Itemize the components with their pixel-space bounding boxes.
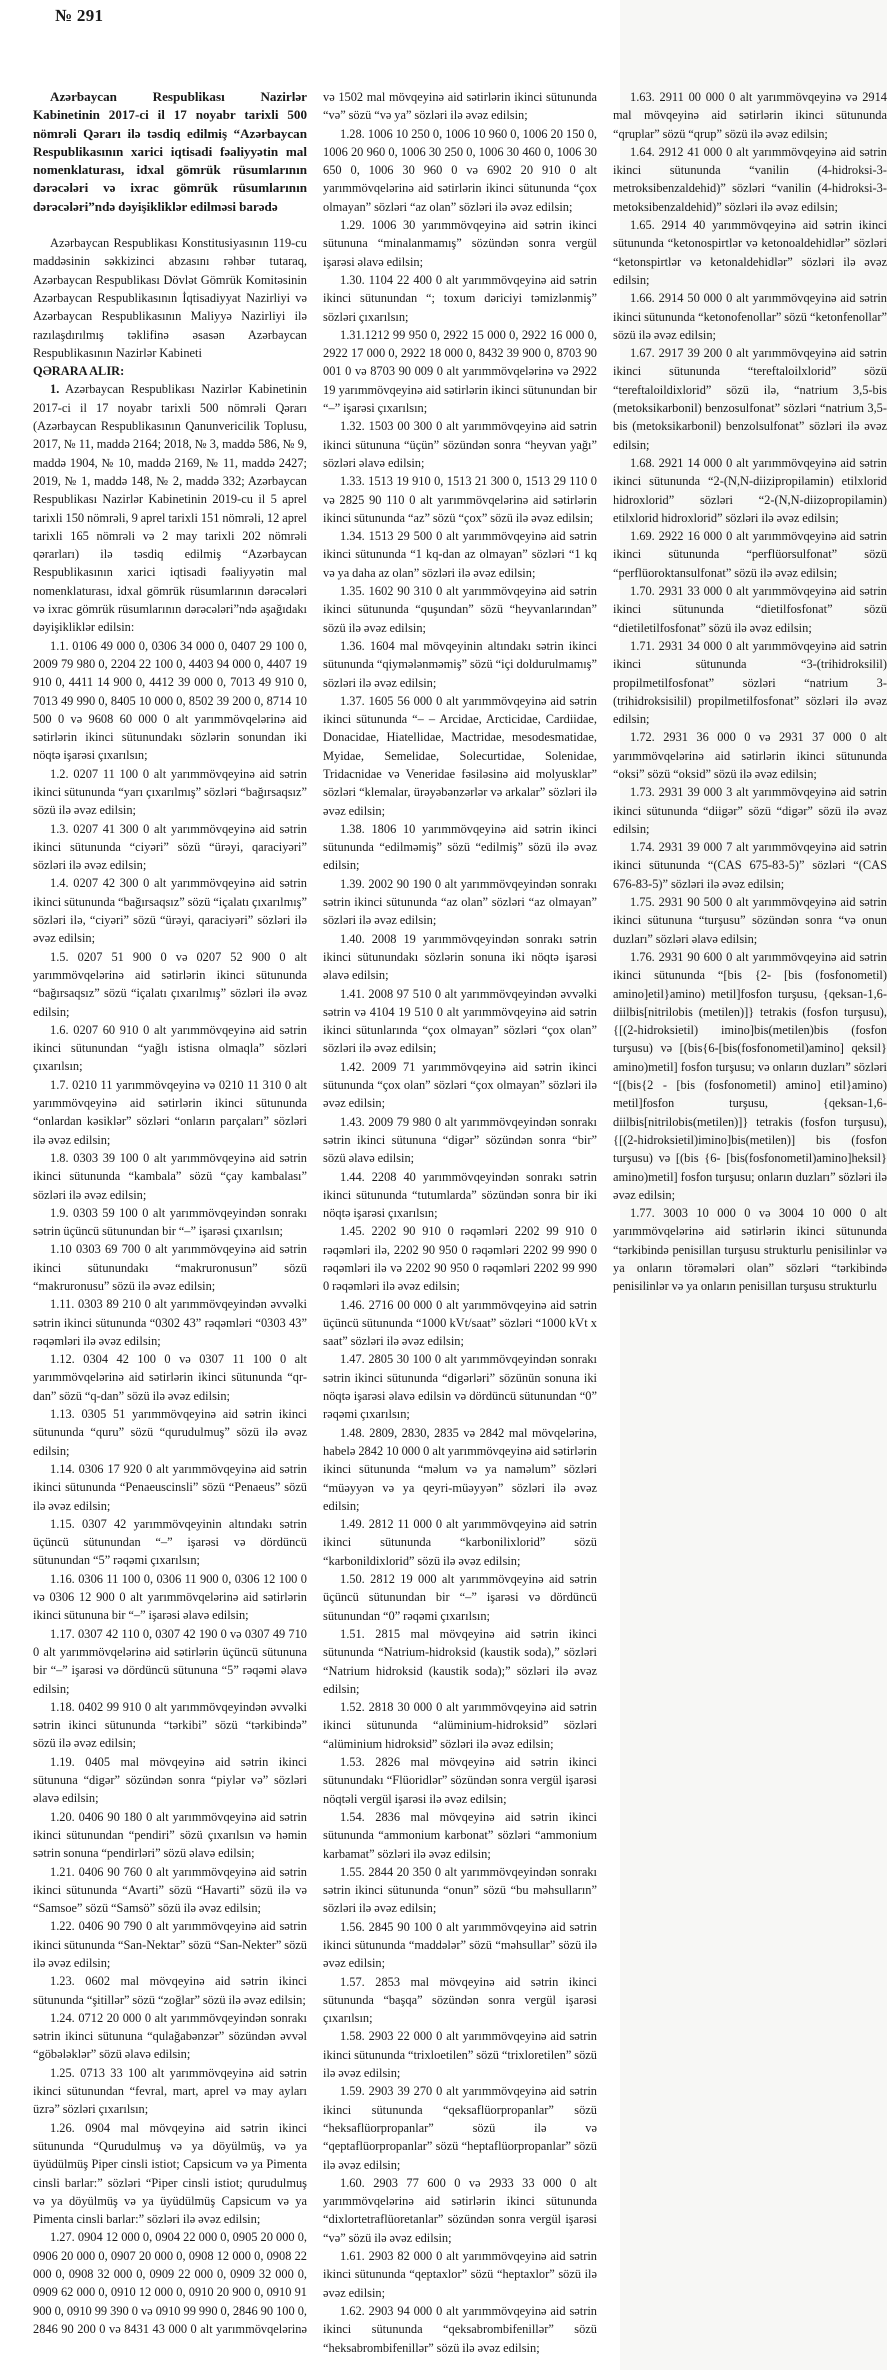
subclause-item: 1.47. 2805 30 100 0 alt yarımmövqeyindən sonrakı sətrin ikinci sütununda “digərləri” sözünün sonuna iki nöqtə işarəsi əlavə edilsin və dördüncü sütunundan “0” rəqəmi çıxarılsın; — [323, 1352, 597, 1422]
subclause-item: 1.41. 2008 97 510 0 alt yarımmövqeyindən əvvəlki sətrin və 4104 19 510 0 alt yarımmövqeyinə aid sətrin ikinci sütunlarında “çox olmayan” sözləri “çox olan” sözləri ilə əvəz edilsin; — [323, 986, 597, 1056]
subclause-item: 1.75. 2931 90 500 0 alt yarımmövqeyinə aid sətrin ikinci sütununa “turşusu” sözündən sonra “və onun duzları” sözləri əlavə edilsin; — [613, 895, 887, 946]
subclause-item: 1.29. 1006 30 yarımmövqeyinə aid sətrin ikinci sütununa “minalanmamış” sözündən sonra vergül işarəsi əlavə edilsin; — [323, 218, 597, 269]
subclause-item: 1.26. 0904 mal mövqeyinə aid sətrin ikinci sütununda “Qurudulmuş və ya döyülmüş, və ya üyüdülmüş Piper cinsli istiot; Capsicum və ya Pimenta cinsli barlar:” sözləri “Piper cinsli istiot; qurudulmuş və ya döyülmüş və ya üyüdülmüş Capsicum və ya Pimenta cinsli barlar:” sözləri ilə əvəz edilsin; — [33, 2120, 307, 2227]
subclause-item: 1.14. 0306 17 920 0 alt yarımmövqeyinə aid sətrin ikinci sütununda “Penaeuscinsli” sözü “Penaeus” sözü ilə əvəz edilsin; — [33, 1461, 307, 1513]
subclause-item: 1.55. 2844 20 350 0 alt yarımmövqeyindən sonrakı sətrin ikinci sütununda “onun” sözü “bu məhsulların” sözləri ilə əvəz edilsin; — [323, 1864, 597, 1916]
subclause-item: 1.53. 2826 mal mövqeyinə aid sətrin ikinci sütunundakı “Flüoridlər” sözündən sonra vergül işarəsi nöqtəli vergül işarəsi ilə əvəz edilsin; — [323, 1755, 597, 1806]
subclause-item: 1.74. 2931 39 000 7 alt yarımmövqeyinə aid sətrin ikinci sütununda “(CAS 675-83-5)” sözləri “(CAS 676-83-5)” sözləri ilə əvəz edilsin; — [613, 840, 887, 891]
subclause-item: 1.4. 0207 42 300 0 alt yarımmövqeyinə aid sətrin ikinci sütununda “bağırsaqsız” sözü “içalatı çıxarılmış” sözləri ilə, “ciyəri” sözü “ürəyi, qaraciyəri” sözləri ilə əvəz edilsin; — [33, 876, 307, 946]
subclause-item: 1.56. 2845 90 100 0 alt yarımmövqeyinə aid sətrin ikinci sütununda “maddələr” sözü “məhsullar” sözü ilə əvəz edilsin; — [323, 1919, 597, 1971]
subclause-item: 1.12. 0304 42 100 0 və 0307 11 100 0 alt yarımmövqelərinə aid sətirlərin ikinci sütununda “qr-dan” sözü “q-dan” sözü ilə əvəz edilsin; — [33, 1352, 307, 1403]
subclause-item: 1.58. 2903 22 000 0 alt yarımmövqeyinə aid sətrin ikinci sütununda “trixloetilen” sözü “trixloretilen” sözü ilə əvəz edilsin; — [323, 2029, 597, 2081]
subclause-item: 1.50. 2812 19 000 alt yarımmövqeyinə aid sətrin üçüncü sütunundan bir “–” işarəsi və dördüncü sütunundan “0” rəqəmi çıxarılsın; — [323, 1572, 597, 1623]
subclause-item: 1.59. 2903 39 270 0 alt yarımmövqeyinə aid sətrin ikinci sütununda “qeksaflüorpropanlar” sözü “heksaflüorpropanlar” sözü ilə və “qeptaflüorpropanlar” sözü “heptaflüorpropanlar” sözü ilə əvəz edilsin; — [323, 2084, 597, 2172]
subclause-item: 1.67. 2917 39 200 0 alt yarımmövqeyinə aid sətrin ikinci sütununda “tereftaloilxlorid” sözü “tereftaloildixlorid” sözü ilə, “natrium 3,5-bis (metoksikarbonil) benzosulfonat” sözləri “natrium 3,5-bis (metoksikarbonil) benzolsulfonat” sözləri ilə əvəz edilsin; — [613, 346, 887, 452]
subclause-item: 1.33. 1513 19 910 0, 1513 21 300 0, 1513 29 110 0 və 2825 90 110 0 alt yarımmövqelərinə aid sətirlərin ikinci sütununda “az” sözü “çox” sözü ilə əvəz edilsin; — [323, 474, 597, 525]
subclause-item: 1.42. 2009 71 yarımmövqeyinə aid sətrin ikinci sütununda “çox olan” sözləri “çox olmayan” sözləri ilə əvəz edilsin; — [323, 1059, 597, 1111]
two-column-text-body — [33, 88, 887, 2366]
subclause-item: 1.57. 2853 mal mövqeyinə aid sətrin ikinci sütununda “başqa” sözündən sonra vergül işarəsi çıxarılsın; — [323, 1974, 597, 2026]
subclause-item: 1.39. 2002 90 190 0 alt yarımmövqeyindən sonrakı sətrin ikinci sütununda “az olan” sözləri “az olmayan” sözləri ilə əvəz edilsin; — [323, 876, 597, 928]
clause-1-text: Azərbaycan Respublikası Nazirlər Kabinetinin 2017-ci il 17 noyabr tarixli 500 nömrəli Qərarı (Azərbaycan Respublikasının Qanunvericilik Toplusu, 2017, № 11, maddə 2164; 2018, № 3, maddə 586, № 9, maddə 1904, № 10, maddə 2169, № 11, maddə 2427; 2019, № 1, maddə 148, № 2, maddə 332; Azərbaycan Respublikası Nazirlər Kabinetinin 2019-cu il 5 aprel tarixli 150 nömrəli, 9 aprel tarixli 151 nömrəli, 12 aprel tarixli 165 nömrəli və 2 may tarixli 202 nömrəli qərarları) ilə təsdiq edilmiş “Azərbaycan Respublikasının xarici iqtisadi fəaliyyətin mal nomenklaturası, idxal gömrük rüsumlarının dərəcələri və ixrac gömrük rüsumlarının dərəcələri”ndə aşağıdakı dəyişikliklər edilsin: — [33, 382, 307, 635]
subclause-item: 1.30. 1104 22 400 0 alt yarımmövqeyinə aid sətrin ikinci sütunundan “; toxum dəriciyi təmizlənmiş” sözləri çıxarılsın; — [323, 272, 597, 324]
subclause-item: 1.77. 3003 10 000 0 və 3004 10 000 0 alt yarımmövqelərinə aid sətirlərin ikinci sütununda “tərkibində penisillan turşusu strukturlu penisilinlər və ya onların törəmələri olan” sözləri “tərkibində penisilinlər və ya onların penisillan turşusu strukturlu — [613, 1206, 887, 1294]
decree-word: QƏRARA ALIR: — [33, 364, 125, 379]
subclause-item: 1.16. 0306 11 100 0, 0306 11 900 0, 0306 12 100 0 və 0306 12 900 0 alt yarımmövqelərinə aid sətirlərin ikinci sütununa bir “–” işarəsi əlavə edilsin; — [33, 1571, 307, 1623]
subclause-item: 1.15. 0307 42 yarımmövqeyinin altındakı sətrin üçüncü sütunundan “–” işarəsi və dördüncü sütunundan “5” rəqəmi çıxarılsın; — [33, 1516, 307, 1568]
subclause-item: 1.52. 2818 30 000 0 alt yarımmövqeyinə aid sətrin ikinci sütununda “alüminium-hidroksid” sözləri “alüminium hidroksid” sözləri ilə əvəz edilsin; — [323, 1700, 597, 1751]
subclause-item: 1.69. 2922 16 000 0 alt yarımmövqeyinə aid sətrin ikinci sütununda “perflüorsulfonat” sözü “perflüoroktansulfonat” sözü ilə əvəz edilsin; — [613, 529, 887, 580]
subclause-item: 1.24. 0712 20 000 0 alt yarımmövqeyindən sonrakı sətrin ikinci sütununa “qulağabənzər” sözündən əvvəl “göbələklər” sözü əlavə edilsin; — [33, 2010, 307, 2062]
subclause-item: 1.31.1212 99 950 0, 2922 15 000 0, 2922 16 000 0, 2922 17 000 0, 2922 18 000 0, 8432 39 900 0, 8703 90 001 0 və 8703 90 009 0 alt yarımmövqelərinə və 2922 19 yarımmövqeyinə aid sətirlərin ikinci sütunundan bir “–” işarəsi çıxarılsın; — [323, 327, 597, 416]
subclause-item: 1.13. 0305 51 yarımmövqeyinə aid sətrin ikinci sütununda “quru” sözü “qurudulmuş” sözü ilə əvəz edilsin; — [33, 1407, 307, 1458]
subclause-item: 1.5. 0207 51 900 0 və 0207 52 900 0 alt yarımmövqelərinə aid sətirlərin ikinci sütununda “bağırsaqsız” sözü “içalatı çıxarılmış” sözləri ilə əvəz edilsin; — [33, 949, 307, 1019]
subclause-item: 1.44. 2208 40 yarımmövqeyindən sonrakı sətrin ikinci sütununda “tutumlarda” sözündən sonra bir iki nöqtə işarəsi çıxarılsın; — [323, 1169, 597, 1221]
doc-number: № 291 — [55, 6, 104, 25]
subclause-item: 1.63. 2911 00 000 0 alt yarımmövqeyinə və 2914 mal mövqeyinə aid sətirlərin ikinci sütununda “qruplar” sözü “qrup” sözü ilə əvəz edilsin; — [613, 90, 887, 141]
subclause-item: 1.23. 0602 mal mövqeyinə aid sətrin ikinci sütununda “şitillər” sözü “zoğlar” sözü ilə əvəz edilsin; — [33, 1974, 307, 2007]
subclause-item: 1.40. 2008 19 yarımmövqeyindən sonrakı sətrin ikinci sütunundakı sözlərin sonuna iki nöqtə işarəsi əlavə edilsin; — [323, 931, 597, 983]
subclause-item: 1.49. 2812 11 000 0 alt yarımmövqeyinə aid sətrin ikinci sütununda “karbonilixlorid” sözü “karbonildixlorid” sözü ilə əvəz edilsin; — [323, 1517, 597, 1568]
subclause-item: 1.46. 2716 00 000 0 alt yarımmövqeyinə aid sətrin üçüncü sütununda “1000 kVt/saat” sözləri “1000 kVt x saat” sözləri ilə əvəz edilsin; — [323, 1297, 597, 1349]
subclause-item: 1.21. 0406 90 760 0 alt yarımmövqeyinə aid sətrin ikinci sütununda “Avarti” sözü “Havarti” sözü ilə və “Samsoe” sözü “Samsö” sözü ilə əvəz edilsin; — [33, 1864, 307, 1916]
subclause-item: 1.51. 2815 mal mövqeyinə aid sətrin ikinci sütununda “Natrium-hidroksid (kaustik soda),” sözləri “Natrium hidroksid (kaustik soda);” sözləri ilə əvəz edilsin; — [323, 1626, 597, 1696]
subclause-item: 1.20. 0406 90 180 0 alt yarımmövqeyinə aid sətrin ikinci sütunundan “pendiri” sözü çıxarılsın və həmin sətrin sonuna “pendirləri” sözü əlavə edilsin; — [33, 1809, 307, 1861]
subclause-item: 1.19. 0405 mal mövqeyinə aid sətrin ikinci sütununa “digər” sözündən sonra “piylər və” sözləri əlavə edilsin; — [33, 1754, 307, 1806]
subclause-item: 1.68. 2921 14 000 0 alt yarımmövqeyinə aid sətrin ikinci sütununda “2-(N,N-diizipropilamin) etilxlorid hidroxlorid” sözləri “2-(N,N-diizopropilamin) etilxlorid hidroxlorid” sözləri ilə əvəz edilsin; — [613, 455, 887, 525]
subclause-item: 1.45. 2202 90 910 0 rəqəmləri 2202 99 910 0 rəqəmləri ilə, 2202 90 950 0 rəqəmləri 2202 99 990 0 rəqəmləri ilə və 2202 90 950 0 rəqəmləri 2202 99 990 0 rəqəmləri ilə əvəz edilsin; — [323, 1224, 597, 1294]
subclause-item: 1.22. 0406 90 790 0 alt yarımmövqeyinə aid sətrin ikinci sütununda “San-Nektar” sözü “San-Nekter” sözü ilə əvəz edilsin; — [33, 1919, 307, 1970]
subclause-item: 1.62. 2903 94 000 0 alt yarımmövqeyinə aid sətrin ikinci sütununda “qeksabrombifenillər” sözü “heksabrombifenillər” sözü ilə əvəz edilsin; — [323, 2303, 597, 2355]
subclause-item: 1.73. 2931 39 000 3 alt yarımmövqeyinə aid sətrin ikinci sütununda “diigər” sözü “digər” sözü ilə əvəz edilsin; — [613, 785, 887, 836]
subclause-item: 1.27. 0904 12 000 0, 0904 22 000 0, 0905 20 000 0, 0906 20 000 0, 0907 20 000 0, 0908 12 000 0, 0908 22 000 0, 0908 32 000 0, 0909 22 000 0, 0909 32 000 0, 0909 62 000 0, 0910 12 000 0, 0910 20 900 0, 0910 91 900 0, 0910 99 390 0 və 0910 99 990 0, 2846 90 100 0, 2846 90 200 0 və 8431 43 000 0 alt yarımmövqelərinə və 1502 mal mövqeyinə aid sətirlərin ikinci sütununda “və” sözü “və ya” sözləri ilə əvəz edilsin; — [33, 90, 597, 2336]
subclause-item: 1.61. 2903 82 000 0 alt yarımmövqeyinə aid sətrin ikinci sütununda “qeptaxlor” sözü “heptaxlor” sözü ilə əvəz edilsin; — [323, 2249, 597, 2300]
clause-1-number: 1. — [50, 382, 60, 397]
subclause-item: 1.10 0303 69 700 0 alt yarımmövqeyinə aid sətrin ikinci sütunundakı “makruronusun” sözü “makruronusu” sözü ilə əvəz edilsin; — [33, 1242, 307, 1293]
subclause-item: 1.1. 0106 49 000 0, 0306 34 000 0, 0407 29 100 0, 2009 79 980 0, 2204 22 100 0, 4403 94 000 0, 4407 19 910 0, 4411 14 900 0, 4412 39 000 0, 7013 49 910 0, 7013 49 990 0, 8405 10 000 0, 8502 39 200 0, 8714 10 500 0 və 9608 60 000 0 alt yarımmövqelərinə aid sətirlərin ikinci sütunundakı sözlərin sonundan iki nöqtə işarəsi çıxarılsın; — [33, 638, 307, 763]
subclause-item: 1.38. 1806 10 yarımmövqeyinə aid sətrin ikinci sütununda “edilməmiş” sözü “edilmiş” sözü ilə əvəz edilsin; — [323, 821, 597, 873]
subclause-item: 1.48. 2809, 2830, 2835 və 2842 mal mövqelərinə, habelə 2842 10 000 0 alt yarımmövqeyinə aid sətirlərin ikinci sütununda “məlum və ya naməlum” sözləri “müəyyən və ya qeyri-müəyyən” sözləri ilə əvəz edilsin; — [323, 1425, 597, 1513]
subclause-item: 1.70. 2931 33 000 0 alt yarımmövqeyinə aid sətrin ikinci sütununda “dietilfosfonat” sözü “dietiletilfosfonat” sözü ilə əvəz edilsin; — [613, 584, 887, 635]
subclause-item: 1.72. 2931 36 000 0 və 2931 37 000 0 alt yarımmövqelərinə aid sətirlərin ikinci sütununda “oksi” sözü “oksid” sözü ilə əvəz edilsin; — [613, 730, 887, 781]
subclause-item: 1.25. 0713 33 100 alt yarımmövqeyinə aid sətrin ikinci sütunundan “fevral, mart, aprel və may ayları üzrə” sözləri çıxarılsın; — [33, 2065, 307, 2117]
subclause-item: 1.34. 1513 29 500 0 alt yarımmövqeyinə aid sətrin ikinci sütununda “1 kq-dan az olmayan” sözləri “1 kq və ya daha az olan” sözləri ilə əvəz edilsin; — [323, 529, 597, 580]
subclause-item: 1.43. 2009 79 980 0 alt yarımmövqeyindən sonrakı sətrin ikinci sütununa “digər” sözündən sonra “bir” sözü əlavə edilsin; — [323, 1114, 597, 1166]
subclause-item: 1.17. 0307 42 110 0, 0307 42 190 0 və 0307 49 710 0 alt yarımmövqelərinə aid sətirlərin üçüncü sütununa bir “–” işarəsi və dördüncü sütununa “5” rəqəmi əlavə edilsin; — [33, 1626, 307, 1696]
subclause-item: 1.35. 1602 90 310 0 alt yarımmövqeyinə aid sətrin ikinci sütununda “quşundan” sözü “heyvanlarından” sözü ilə əvəz edilsin; — [323, 584, 597, 635]
subclause-item: 1.2. 0207 11 100 0 alt yarımmövqeyinə aid sətrin ikinci sütununda “yarı çıxarılmış” sözləri “bağırsaqsız” sözü ilə əvəz edilsin; — [33, 766, 307, 818]
subclause-item: 1.8. 0303 39 100 0 alt yarımmövqeyinə aid sətrin ikinci sütununda “kambala” sözü “çay kambalası” sözləri ilə əvəz edilsin; — [33, 1150, 307, 1202]
subclause-item: 1.37. 1605 56 000 0 alt yarımmövqeyinə aid sətrin ikinci sütununda “– – Arcidae, Arcticidae, Cardiidae, Donacidae, Hiatellidae, Mactridae, mesodesmatidae, Myidae, Semelidae, Solecurtidae, Solenidae, Tridacnidae və Veneridae fəsiləsinə aid molyusklar” sözləri “klemalar, ürəyəbənzərlər və arkalar” sözləri ilə əvəz edilsin; — [323, 693, 597, 818]
subclause-item: 1.36. 1604 mal mövqeyinin altındakı sətrin ikinci sütununda “qiymələnməmiş” sözü “içi doldurulmamış” sözləri ilə əvəz edilsin; — [323, 638, 597, 690]
subclause-item: 1.60. 2903 77 600 0 və 2933 33 000 0 alt yarımmövqelərinə aid sətirlərin ikinci sütununda “dixlortetraflüoretanlar” sözündən sonra vergül işarəsi “və” sözü ilə əvəz edilsin; — [323, 2175, 597, 2245]
subclause-item: 1.18. 0402 99 910 0 alt yarımmövqeyindən əvvəlki sətrin ikinci sütununda “tərkibi” sözü “tərkibində” sözü ilə əvəz edilsin; — [33, 1699, 307, 1751]
subclause-item: 1.71. 2931 34 000 0 alt yarımmövqeyinə aid sətrin ikinci sütununda “3-(trihidroksilil) propilmetilfosfonat” sözləri “natrium 3-(trihidroksisilil) propilmetilfosfonat” sözləri ilə əvəz edilsin; — [613, 638, 887, 727]
subclause-item: 1.11. 0303 89 210 0 alt yarımmövqeyindən əvvəlki sətrin ikinci sütununda “0302 43” rəqəmləri “0303 43” rəqəmləri ilə əvəz edilsin; — [33, 1297, 307, 1348]
subclause-item: 1.66. 2914 50 000 0 alt yarımmövqeyinə aid sətrin ikinci sütununda “ketonofenollar” sözü “ketonfenollar” sözü ilə əvəz edilsin; — [613, 291, 887, 342]
subclause-item: 1.76. 2931 90 600 0 alt yarımmövqeyinə aid sətrin ikinci sütununda “[bis {2- [bis (fosfonometil) amino]etil}amino) metil]fosfon turşusu, {qeksan-1,6-diilbis[nitrilobis (metilen)]} tetrakis (fosfon turşusu), {[(2-hidroksietil) imino]bis(metilen)bis (fosfon turşusu) və [(bis{6-[bis(fosfonometil)amino] qeksil} amino)metil] fosfon turşusu; və onların duzları” sözləri “[(bis{2 - [bis (fosfonometil) amino] etil}amino) metil]fosfon turşusu, {qeksan-1,6-diilbis[nitrilobis(metilen)]} tetrakis (fosfon turşusu), {[(2-hidroksietil)imino]bis(metilen)] bis (fosfon turşusu) və [(bis {6- [bis(fosfonometil)amino]heksil} amino)metil] fosfon turşusu; onların duzları” sözləri ilə əvəz edilsin; — [613, 949, 887, 1202]
document-title: Azərbaycan Respublikası Nazirlər Kabinetinin 2017-ci il 17 noyabr tarixli 500 nömrəli Qərarı ilə təsdiq edilmiş “Azərbaycan Respublikasının xarici iqtisadi fəaliyyətin mal nomenklaturası, idxal gömrük rüsumlarının dərəcələri və ixrac gömrük rüsumlarının dərəcələri”ndə dəyişikliklər edilməsi barədə — [33, 89, 307, 214]
clause-1-paragraph — [33, 380, 307, 636]
subclause-item: 1.28. 1006 10 250 0, 1006 10 960 0, 1006 20 150 0, 1006 20 960 0, 1006 30 250 0, 1006 30 460 0, 1006 30 650 0, 1006 30 960 0 və 6902 20 910 0 alt yarımmövqelərinə aid sətirlərin ikinci sütununda “çox olmayan” sözləri “az olan” sözləri ilə əvəz edilsin; — [323, 126, 597, 214]
subclause-item: 1.32. 1503 00 300 0 alt yarımmövqeyinə aid sətrin ikinci sütununa “üçün” sözündən sonra “heyvan yağı” sözləri əlavə edilsin; — [323, 419, 597, 470]
subclause-item: 1.9. 0303 59 100 0 alt yarımmövqeyindən sonrakı sətrin üçüncü sütunundan bir “–” işarəsi çıxarılsın; — [33, 1205, 307, 1239]
subclause-item: 1.6. 0207 60 910 0 alt yarımmövqeyinə aid sətrin ikinci sütunundan “yağlı istisna olmaqla” sözləri çıxarılsın; — [33, 1022, 307, 1074]
subclause-item: 1.64. 2912 41 000 0 alt yarımmövqeyinə aid sətrin ikinci sütununda “vanilin (4-hidroksi-3-metroksibenzaldehid)” sözləri “vanilin (4-hidroksi-3-metoksibenzaldehid)” sözləri ilə əvəz edilsin; — [613, 144, 887, 214]
subclause-item: 1.7. 0210 11 yarımmövqeyinə və 0210 11 310 0 alt yarımmövqeyinə aid sətirlərin ikinci sütununda “onlardan kəsiklər” sözləri “onların parçaları” sözləri ilə əvəz edilsin; — [33, 1077, 307, 1147]
subclause-item: 1.65. 2914 40 yarımmövqeyinə aid sətrin ikinci sütununda “ketonospirtlər və ketonoaldehidlər” sözləri “ketonspirtlər və ketonaldehidlər” sözləri ilə əvəz edilsin; — [613, 218, 887, 287]
preamble-paragraph: Azərbaycan Respublikası Konstitusiyasının 119-cu maddəsinin səkkizinci abzasını rəhbər tutaraq, Azərbaycan Respublikası Dövlət Gömrük Komitəsinin Azərbaycan Respublikasının İqtisadiyyat Nazirliyi və Azərbaycan Respublikasının Maliyyə Nazirliyi ilə razılaşdırılmış təklifinə əsasən Azərbaycan Respublikasının Nazirlər Kabineti — [33, 236, 307, 360]
subclause-item: 1.3. 0207 41 300 0 alt yarımmövqeyinə aid sətrin ikinci sütununda “ciyəri” sözü “ürəyi, qaraciyəri” sözləri ilə əvəz edilsin; — [33, 821, 307, 873]
subclause-item: 1.54. 2836 mal mövqeyinə aid sətrin ikinci sütununda “ammonium karbonat” sözləri “ammonium karbamat” sözləri ilə əvəz edilsin; — [323, 1809, 597, 1861]
